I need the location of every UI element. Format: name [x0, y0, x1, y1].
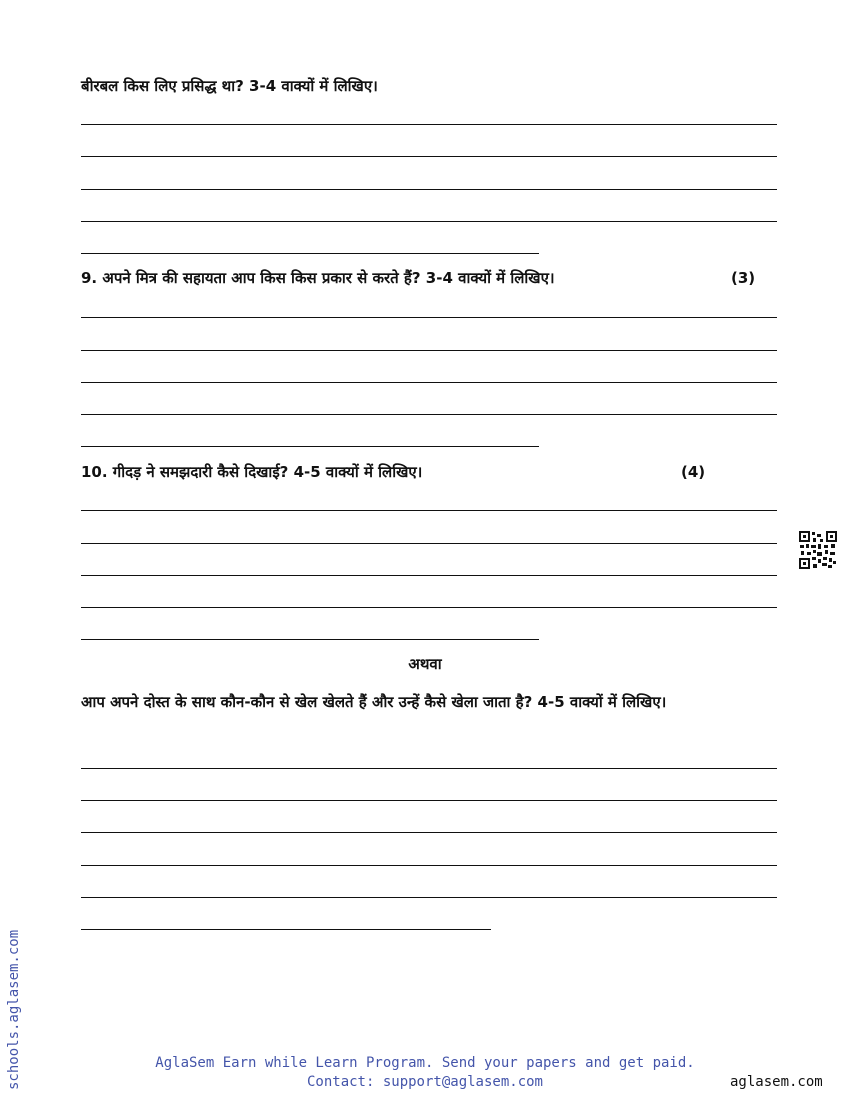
answer-line	[81, 768, 777, 769]
question-10-alternative: आप अपने दोस्त के साथ कौन-कौन से खेल खेलते हैं और उन्हें कैसे खेला जाता है? 4-5 वाक्यों में लिखिए।	[81, 693, 667, 711]
question-9-marks: (3)	[731, 269, 756, 287]
answer-line	[81, 510, 777, 511]
footer-site-url: aglasem.com	[730, 1074, 823, 1090]
or-label: अथवा	[408, 655, 442, 673]
footer-program-text: AglaSem Earn while Learn Program. Send your papers and get paid.	[155, 1055, 695, 1071]
question-10: 10. गीदड़ ने समझदारी कैसे दिखाई? 4-5 वाक्यों में लिखिए।	[81, 463, 423, 481]
answer-line	[81, 865, 777, 866]
answer-line	[81, 350, 777, 351]
question-birbal: बीरबल किस लिए प्रसिद्ध था? 3-4 वाक्यों में लिखिए।	[81, 77, 378, 95]
answer-line	[81, 832, 777, 833]
question-9: 9. अपने मित्र की सहायता आप किस किस प्रकार से करते हैं? 3-4 वाक्यों में लिखिए।	[81, 269, 555, 287]
answer-line-short	[81, 639, 539, 640]
question-10-marks: (4)	[681, 463, 706, 481]
answer-line	[81, 221, 777, 222]
answer-line-short	[81, 446, 539, 447]
answer-line	[81, 156, 777, 157]
answer-line	[81, 575, 777, 576]
answer-line-short	[81, 253, 539, 254]
qr-code-icon	[798, 530, 838, 570]
side-watermark-url: schools.aglasem.com	[6, 929, 22, 1090]
footer-contact-text: Contact: support@aglasem.com	[306, 1074, 543, 1090]
answer-line	[81, 382, 777, 383]
answer-line	[81, 607, 777, 608]
answer-line	[81, 800, 777, 801]
answer-line	[81, 189, 777, 190]
answer-line	[81, 414, 777, 415]
answer-line	[81, 317, 777, 318]
answer-line	[81, 124, 777, 125]
answer-line	[81, 543, 777, 544]
answer-line-short	[81, 929, 491, 930]
answer-line	[81, 897, 777, 898]
